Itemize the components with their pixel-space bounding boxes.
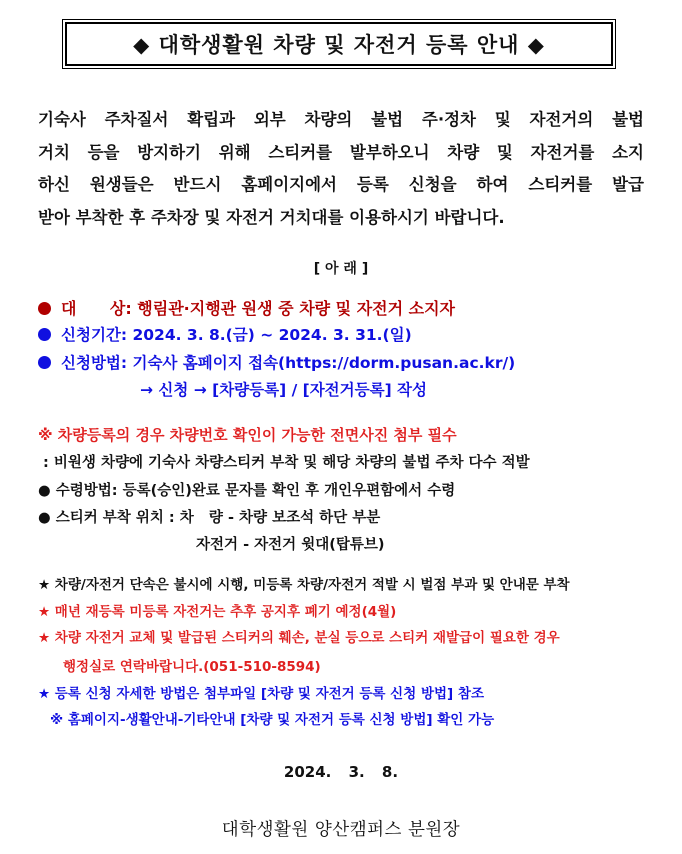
star-note: ★ 차량 자전거 교체 및 발급된 스티커의 훼손, 분실 등으로 스티커 재발급이 필요한 경우 <box>38 630 560 646</box>
homepage-note: ※ 홈페이지-생활안내-기타안내 [차량 및 자전거 등록 신청 방법] 확인 가능 <box>50 712 495 728</box>
signature: 대학생활원 양산캠퍼스 분원장 <box>221 820 461 840</box>
intro-line: 기숙사 주차질서 확립과 외부 차량의 불법 주·정차 및 자전거의 불법 <box>38 110 644 129</box>
period-text: 신청기간: 2024. 3. 8.(금) ~ 2024. 3. 31.(일) <box>61 326 412 344</box>
method-text: 신청방법: 기숙사 홈페이지 접속(https://dorm.pusan.ac.kr/) <box>61 354 516 372</box>
sub-heading: [ 아 래 ] <box>313 261 369 277</box>
intro-line: 받아 부착한 후 주차장 및 자전거 거치대를 이용하시기 바랍니다. <box>38 207 505 227</box>
document-date: 2024. 3. 8. <box>283 763 399 781</box>
bullet-icon <box>38 302 51 315</box>
intro-line: 거치 등을 방지하기 위해 스티커를 발부하오니 차량 및 자전거를 소지 <box>38 142 644 162</box>
bullet-icon <box>38 356 51 369</box>
target-line <box>38 296 455 319</box>
method-continuation: → 신청 → [차량등록] / [자전거등록] 작성 <box>140 381 427 399</box>
period-line <box>38 323 412 345</box>
star-note: ★ 매년 재등록 미등록 자전거는 추후 공지후 폐기 예정(4월) <box>38 604 397 620</box>
sticker-position-car: ● 스티커 부착 위치 : 차 량 - 차량 보조석 하단 부분 <box>38 510 381 526</box>
title-box <box>62 19 616 69</box>
intro-line: 하신 원생들은 반드시 홈페이지에서 등록 신청을 하여 스티커를 발급 <box>38 175 644 194</box>
sticker-position-bike: 자전거 - 자전거 윗대(탑튜브) <box>196 537 385 553</box>
star-note: ★ 등록 신청 자세한 방법은 첨부파일 [차량 및 자전거 등록 신청 방법] 참조 <box>38 686 484 702</box>
photo-note: ※ 차량등록의 경우 차량번호 확인이 가능한 전면사진 첨부 필수 <box>38 426 457 444</box>
page-title: ◆ 대학생활원 차량 및 자전거 등록 안내 ◆ <box>65 22 613 66</box>
intro-paragraph <box>38 104 644 234</box>
method-line <box>38 351 515 373</box>
target-text: 대 상: 행림관·지행관 원생 중 차량 및 자전거 소지자 <box>61 299 456 318</box>
photo-reason: : 비원생 차량에 기숙사 차량스티커 부착 및 해당 차량의 불법 주차 다수 적발 <box>38 455 530 471</box>
star-note-continuation: 행정실로 연락바랍니다.(051-510-8594) <box>63 659 321 675</box>
star-note: ★ 차량/자전거 단속은 불시에 시행, 미등록 차량/자전거 적발 시 벌점 부과 및 안내문 부착 <box>38 577 570 593</box>
receive-method: ● 수령방법: 등록(승인)완료 문자를 확인 후 개인우편함에서 수령 <box>38 483 456 499</box>
bullet-icon <box>38 328 51 341</box>
